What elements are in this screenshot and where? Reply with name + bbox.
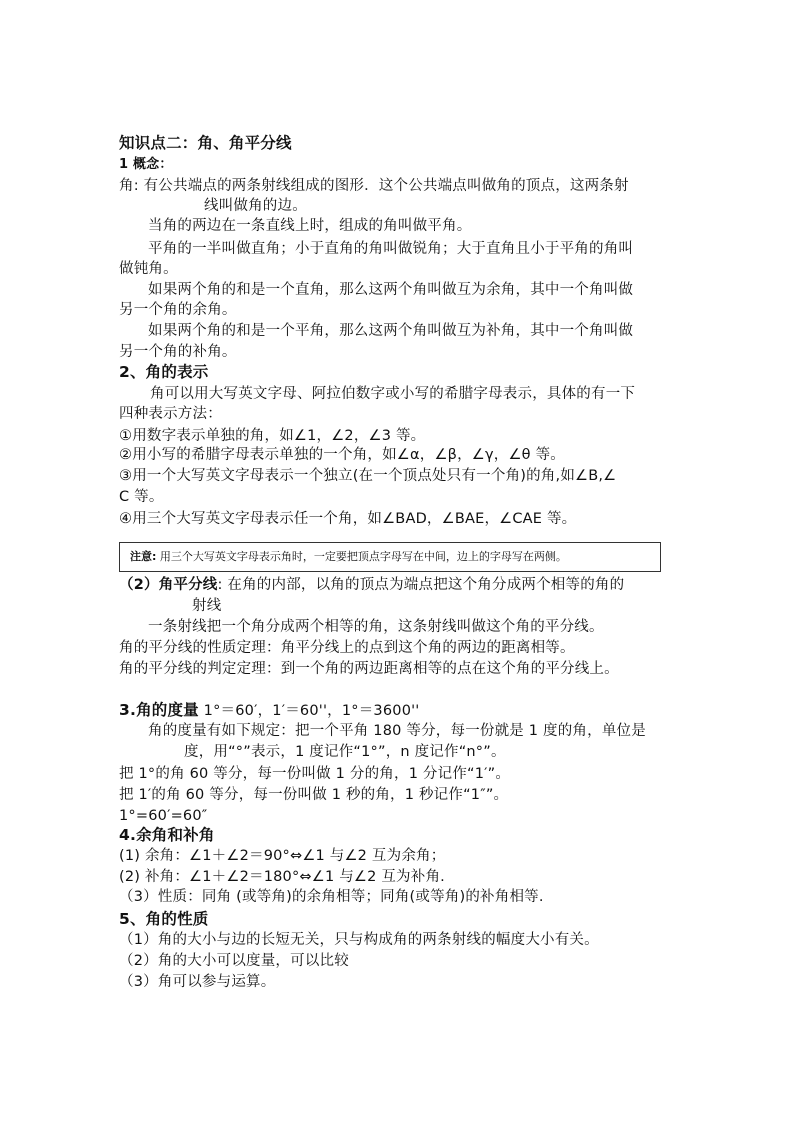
note-content — [130, 549, 567, 565]
section-4-heading: 4.余角和补角 — [119, 826, 215, 844]
supplementary-formula: (2) 补角：∠1＋∠2＝180°⇔∠1 与∠2 互为补角. — [119, 869, 445, 885]
complementary-paragraph-line2: 另一个角的余角。 — [119, 302, 237, 318]
degree-conversion: 1°＝60′，1′＝60''，1°＝3600'' — [198, 703, 420, 719]
bisector-property-theorem: 角的平分线的性质定理：角平分线上的点到这个角的两边的距离相等。 — [119, 640, 575, 656]
straight-angle-paragraph: 当角的两边在一条直线上时，组成的角叫做平角。 — [148, 218, 472, 234]
supplementary-paragraph-line1: 如果两个角的和是一个平角，那么这两个角叫做互为补角，其中一个角叫做 — [148, 323, 634, 339]
section-1-heading: 1 概念： — [119, 157, 173, 172]
angle-property-2: （2）角的大小可以度量，可以比较 — [119, 953, 349, 969]
angle-property: （3）性质：同角 (或等角)的余角相等；同角(或等角)的补角相等. — [119, 889, 544, 905]
section-5-heading: 5、角的性质 — [119, 910, 209, 928]
notation-intro-line1: 角可以用大写英文字母、阿拉伯数字或小写的希腊字母表示，具体的有一下 — [150, 386, 636, 402]
bisector-paragraph: 一条射线把一个角分成两个相等的角，这条射线叫做这个角的平分线。 — [148, 619, 604, 635]
page-title: 知识点二：角、角平分线 — [119, 134, 292, 152]
angle-property-1: （1）角的大小与边的长短无关，只与构成角的两条射线的幅度大小有关。 — [119, 932, 599, 948]
right-angle-paragraph-line1: 平角的一半叫做直角；小于直角的角叫做锐角；大于直角且小于平角的角叫 — [148, 241, 634, 257]
notation-item-3-line2: C 等。 — [119, 489, 164, 505]
notation-item-4: ④用三个大写英文字母表示任一个角，如∠BAD，∠BAE，∠CAE 等。 — [119, 511, 577, 527]
notation-intro-line2: 四种表示方法： — [119, 406, 222, 422]
complementary-paragraph-line1: 如果两个角的和是一个直角，那么这两个角叫做互为余角，其中一个角叫做 — [148, 282, 634, 298]
note-box — [119, 542, 661, 572]
section-2-heading: 2、角的表示 — [119, 363, 209, 381]
section-3-heading-label: 3.角的度量 — [119, 701, 199, 719]
right-angle-paragraph-line2: 做钝角。 — [119, 261, 178, 277]
second-rule: 把 1′的角 60 等分，每一份叫做 1 秒的角，1 秒记作“1″”。 — [119, 787, 509, 803]
degree-rule-line1: 角的度量有如下规定：把一个平角 180 等分，每一份就是 1 度的角，单位是 — [148, 723, 646, 739]
angle-property-3: （3）角可以参与运算。 — [119, 974, 276, 990]
angle-definition-line2: 线叫做角的边。 — [204, 198, 307, 214]
bisector-definition-text: : 在角的内部，以角的顶点为端点把这个角分成两个相等的角的 — [217, 577, 625, 593]
notation-item-3-line1: ③用一个大写英文字母表示一个独立(在一个顶点处只有一个角)的角,如∠B,∠ — [119, 468, 617, 484]
notation-item-2: ②用小写的希腊字母表示单独的一个角，如∠α，∠β，∠γ，∠θ 等。 — [119, 447, 565, 463]
bisector-definition-line1 — [119, 575, 624, 595]
note-label: 注意: — [130, 550, 157, 563]
bisector-criterion-theorem: 角的平分线的判定定理：到一个角的两边距离相等的点在这个角的平分线上。 — [119, 661, 619, 677]
angle-definition-line1: 角: 有公共端点的两条射线组成的图形．这个公共端点叫做角的顶点，这两条射 — [119, 178, 629, 194]
supplementary-paragraph-line2: 另一个角的补角。 — [119, 344, 237, 360]
complementary-formula: (1) 余角：∠1＋∠2＝90°⇔∠1 与∠2 互为余角； — [119, 848, 446, 864]
degree-rule-line2: 度，用“°”表示，1 度记作“1°”，n 度记作“n°”。 — [184, 744, 506, 760]
bisector-label: （2）角平分线 — [119, 577, 218, 593]
minute-rule: 把 1°的角 60 等分，每一份叫做 1 分的角，1 分记作“1′”。 — [119, 766, 511, 782]
section-3-heading — [119, 700, 420, 721]
notation-item-1: ①用数字表示单独的角，如∠1，∠2，∠3 等。 — [119, 428, 426, 444]
bisector-definition-line2: 射线 — [192, 598, 222, 614]
note-text: 用三个大写英文字母表示角时，一定要把顶点字母写在中间，边上的字母写在两侧。 — [156, 550, 567, 563]
degree-equation: 1°=60′=60″ — [119, 808, 208, 824]
